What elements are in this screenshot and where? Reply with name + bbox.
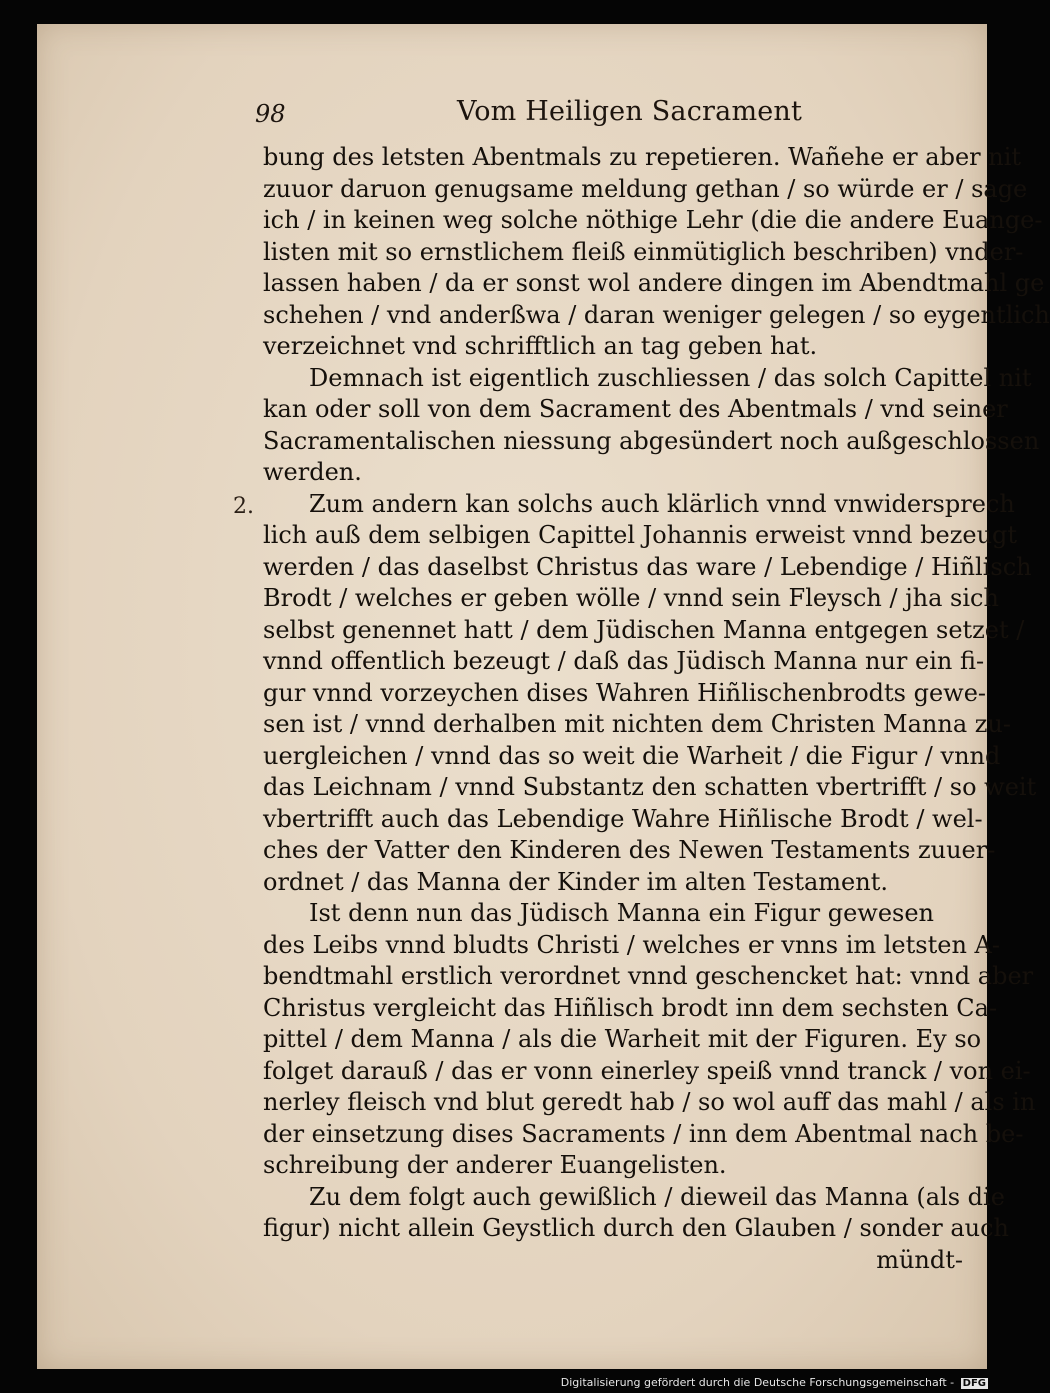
text-line: vnnd offentlich bezeugt / daß das Jüdisch Manna nur ein fi- bbox=[263, 647, 985, 675]
margin-note: 2. bbox=[233, 494, 254, 519]
text-line: des Leibs vnnd bludts Christi / welches er vnns im letsten A- bbox=[263, 930, 1000, 959]
text-line: verzeichnet vnd schrifftlich an tag geben hat. bbox=[263, 332, 818, 360]
body-text bbox=[263, 142, 1050, 1276]
text-line: figur) nicht allein Geystlich durch den Glauben / sonder auch bbox=[263, 1214, 1010, 1242]
text-line: pittel / dem Manna / als die Warheit mit der Figuren. Ey so bbox=[263, 1025, 982, 1053]
text-line: der einsetzung dises Sacraments / inn dem Abentmal nach be- bbox=[263, 1119, 1024, 1148]
text-line: Zum andern kan solchs auch klärlich vnnd vnwidersprech bbox=[309, 489, 1015, 518]
text-line: uergleichen / vnnd das so weit die Warheit / die Figur / vnnd bbox=[263, 741, 1001, 770]
text-line: ordnet / das Manna der Kinder im alten Testament. bbox=[263, 867, 888, 896]
page-number: 98 bbox=[255, 100, 286, 128]
page-header bbox=[37, 96, 987, 132]
text-line: schehen / vnd anderßwa / daran weniger gelegen / so eygentlich bbox=[263, 300, 1050, 329]
text-line: Brodt / welches er geben wölle / vnnd sein Fleysch / jha sich bbox=[263, 584, 999, 612]
text-line: sen ist / vnnd derhalben mit nichten dem Christen Manna zu- bbox=[263, 710, 1011, 738]
text-line: lich auß dem selbigen Capittel Johannis erweist vnnd bezeugt bbox=[263, 521, 1018, 549]
book-page bbox=[37, 24, 1050, 1369]
text-line: das Leichnam / vnnd Substantz den schatten vbertrifft / so weit bbox=[263, 773, 1037, 801]
text-line: werden / das daselbst Christus das ware / Lebendige / Hiñlisch bbox=[263, 552, 1032, 581]
text-line: listen mit so ernstlichem fleiß einmütiglich beschriben) vnder- bbox=[263, 237, 1024, 266]
text-line: lassen haben / da er sonst wol andere dingen im Abendtmahl ge bbox=[263, 269, 1045, 297]
credit-text: Digitalisierung gefördert durch die Deutsche Forschungsgemeinschaft - bbox=[560, 1376, 955, 1389]
text-line: vbertrifft auch das Lebendige Wahre Hiñlische Brodt / wel- bbox=[263, 804, 983, 833]
text-line: nerley fleisch vnd blut geredt hab / so wol auff das mahl / als in bbox=[263, 1088, 1036, 1116]
text-line: schreibung der anderer Euangelisten. bbox=[263, 1151, 727, 1179]
text-line: kan oder soll von dem Sacrament des Abentmals / vnd seiner bbox=[263, 395, 1008, 423]
text-line: selbst genennet hatt / dem Jüdischen Manna entgegen setzet / bbox=[263, 615, 1025, 644]
text-line: bung des letsten Abentmals zu repetieren. Wañehe er aber nit bbox=[263, 143, 1022, 171]
text-line: gur vnnd vorzeychen dises Wahren Hiñlischenbrodts gewe- bbox=[263, 678, 987, 707]
text-line: bendtmahl erstlich verordnet vnnd geschencket hat: vnnd aber bbox=[263, 962, 1034, 990]
text-line: ches der Vatter den Kinderen des Newen Testaments zuuer- bbox=[263, 836, 996, 864]
text-line: zuuor daruon genugsame meldung gethan / so würde er / sage bbox=[263, 174, 1028, 203]
catchword: mündt- bbox=[876, 1245, 963, 1274]
text-line: Demnach ist eigentlich zuschliessen / das solch Capittel nit bbox=[309, 363, 1032, 392]
digitization-credit bbox=[561, 1376, 988, 1389]
text-line: Ist denn nun das Jüdisch Manna ein Figur gewesen bbox=[309, 899, 934, 927]
text-line: Christus vergleicht das Hiñlisch brodt inn dem sechsten Ca- bbox=[263, 993, 998, 1022]
text-line: werden. bbox=[263, 458, 362, 486]
text-line: folget darauß / das er vonn einerley speiß vnnd tranck / von ei- bbox=[263, 1056, 1031, 1085]
text-line: Zu dem folgt auch gewißlich / dieweil das Manna (als die bbox=[309, 1182, 1005, 1211]
dfg-logo: DFG bbox=[962, 1378, 986, 1389]
text-line: Sacramentalischen niessung abgesündert noch außgeschlossen bbox=[263, 426, 1040, 455]
running-title: Vom Heiligen Sacrament bbox=[457, 96, 803, 127]
text-line: ich / in keinen weg solche nöthige Lehr (die die andere Euange- bbox=[263, 206, 1043, 234]
